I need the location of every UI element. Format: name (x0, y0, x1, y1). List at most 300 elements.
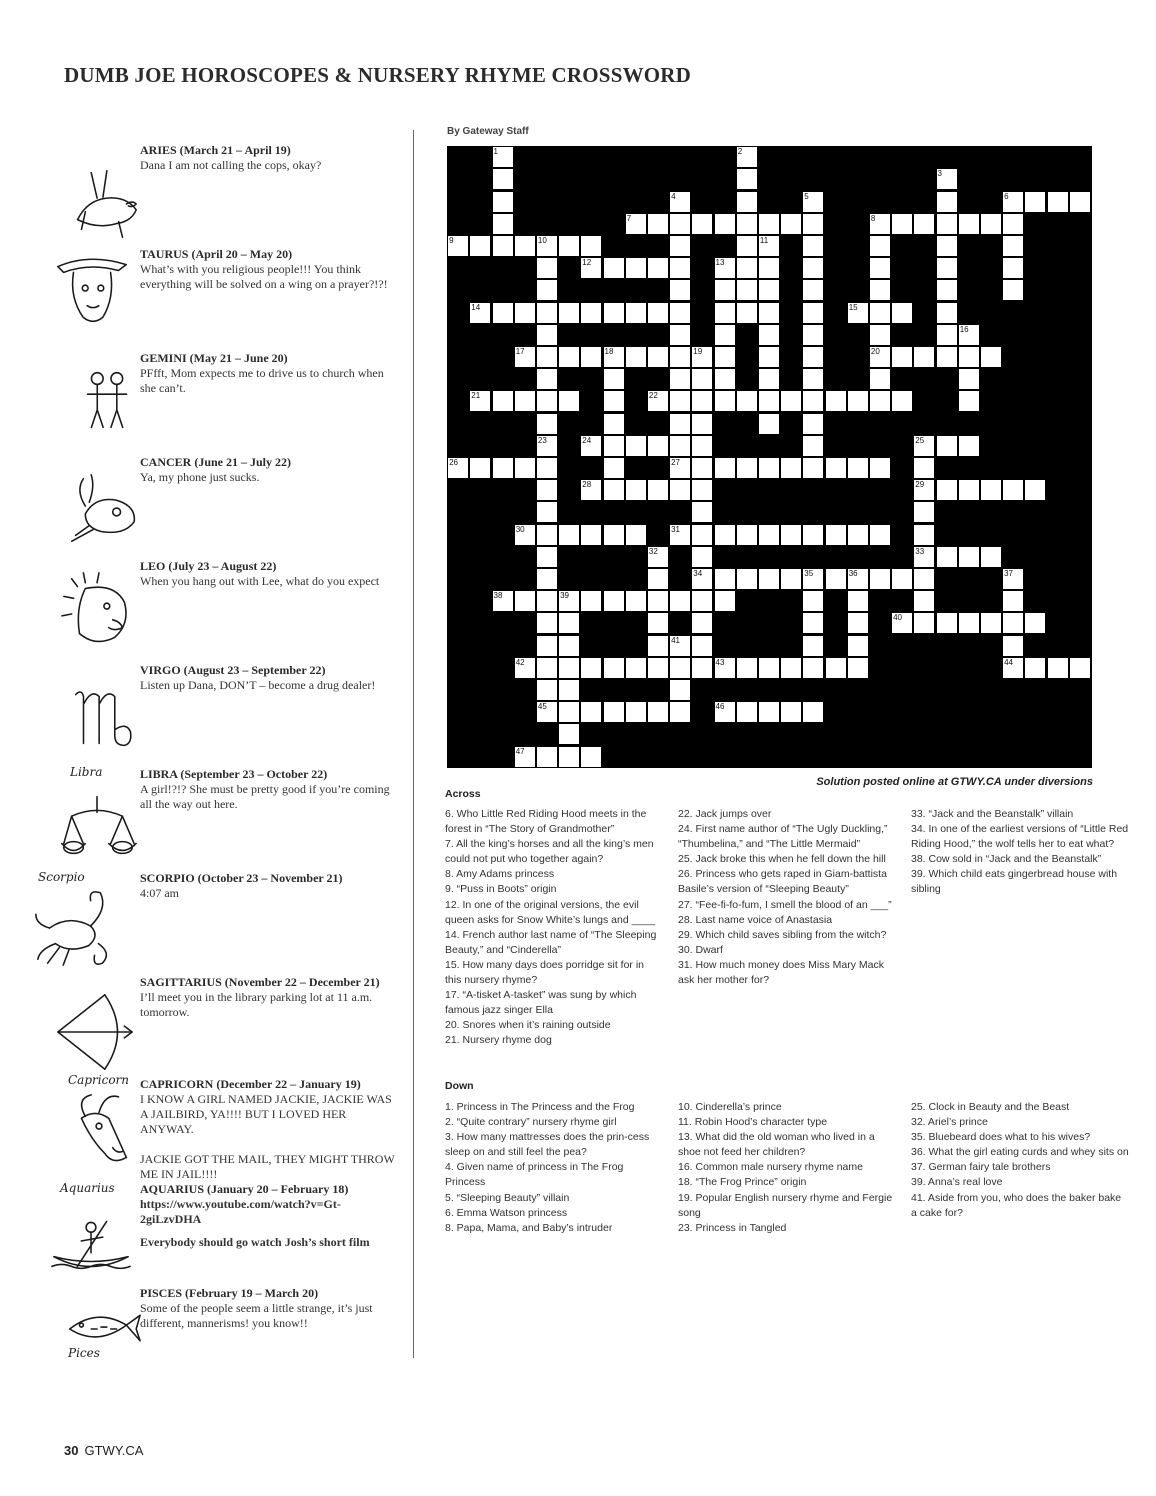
crossword-cell[interactable] (604, 658, 624, 678)
crossword-cell[interactable] (537, 480, 557, 500)
crossword-cell[interactable] (803, 613, 823, 633)
crossword-cell[interactable] (515, 658, 535, 678)
crossword-cell[interactable] (670, 480, 690, 500)
crossword-cell[interactable] (648, 547, 668, 567)
crossword-cell[interactable] (537, 636, 557, 656)
crossword-cell[interactable] (803, 347, 823, 367)
crossword-cell[interactable] (715, 525, 735, 545)
crossword-cell[interactable] (715, 347, 735, 367)
crossword-cell[interactable] (692, 613, 712, 633)
crossword-cell[interactable] (737, 147, 757, 167)
crossword-cell[interactable] (781, 391, 801, 411)
crossword-cell[interactable] (537, 702, 557, 722)
crossword-cell[interactable] (759, 325, 779, 345)
crossword-cell[interactable] (892, 347, 912, 367)
crossword-cell[interactable] (537, 502, 557, 522)
crossword-cell[interactable] (759, 414, 779, 434)
crossword-cell[interactable] (715, 325, 735, 345)
crossword-cell[interactable] (914, 458, 934, 478)
crossword-cell[interactable] (826, 525, 846, 545)
crossword-cell[interactable] (1003, 280, 1023, 300)
crossword-cell[interactable] (870, 525, 890, 545)
crossword-cell[interactable] (937, 480, 957, 500)
crossword-cell[interactable] (870, 458, 890, 478)
crossword-cell[interactable] (626, 303, 646, 323)
crossword-cell[interactable] (537, 258, 557, 278)
crossword-cell[interactable] (604, 303, 624, 323)
crossword-cell[interactable] (848, 303, 868, 323)
crossword-cell[interactable] (537, 658, 557, 678)
crossword-cell[interactable] (648, 436, 668, 456)
crossword-cell[interactable] (670, 636, 690, 656)
crossword-cell[interactable] (692, 369, 712, 389)
crossword-cell[interactable] (493, 147, 513, 167)
crossword-cell[interactable] (670, 658, 690, 678)
crossword-cell[interactable] (892, 391, 912, 411)
crossword-cell[interactable] (937, 280, 957, 300)
crossword-cell[interactable] (737, 214, 757, 234)
crossword-cell[interactable] (759, 236, 779, 256)
crossword-cell[interactable] (803, 591, 823, 611)
crossword-cell[interactable] (803, 280, 823, 300)
crossword-cell[interactable] (515, 525, 535, 545)
crossword-cell[interactable] (848, 458, 868, 478)
crossword-cell[interactable] (626, 258, 646, 278)
crossword-cell[interactable] (826, 458, 846, 478)
crossword-cell[interactable] (515, 236, 535, 256)
crossword-cell[interactable] (737, 169, 757, 189)
crossword-cell[interactable] (737, 258, 757, 278)
crossword-cell[interactable] (537, 458, 557, 478)
crossword-cell[interactable] (692, 214, 712, 234)
crossword-cell[interactable] (581, 591, 601, 611)
crossword-cell[interactable] (937, 347, 957, 367)
crossword-cell[interactable] (803, 369, 823, 389)
crossword-cell[interactable] (604, 436, 624, 456)
crossword-cell[interactable] (737, 192, 757, 212)
crossword-cell[interactable] (626, 525, 646, 545)
crossword-cell[interactable] (670, 458, 690, 478)
crossword-cell[interactable] (626, 347, 646, 367)
crossword-cell[interactable] (803, 258, 823, 278)
crossword-cell[interactable] (715, 658, 735, 678)
crossword-cell[interactable] (559, 747, 579, 767)
crossword-cell[interactable] (715, 369, 735, 389)
crossword-cell[interactable] (937, 214, 957, 234)
crossword-cell[interactable] (892, 303, 912, 323)
crossword-cell[interactable] (537, 591, 557, 611)
crossword-cell[interactable] (715, 280, 735, 300)
crossword-cell[interactable] (759, 280, 779, 300)
crossword-cell[interactable] (914, 591, 934, 611)
crossword-cell[interactable] (692, 458, 712, 478)
crossword-cell[interactable] (670, 414, 690, 434)
crossword-cell[interactable] (803, 702, 823, 722)
crossword-cell[interactable] (803, 569, 823, 589)
crossword-cell[interactable] (737, 658, 757, 678)
crossword-cell[interactable] (981, 547, 1001, 567)
crossword-cell[interactable] (959, 547, 979, 567)
crossword-cell[interactable] (493, 236, 513, 256)
crossword-cell[interactable] (715, 258, 735, 278)
crossword-cell[interactable] (692, 391, 712, 411)
crossword-cell[interactable] (670, 702, 690, 722)
crossword-cell[interactable] (759, 347, 779, 367)
crossword-cell[interactable] (559, 636, 579, 656)
crossword-cell[interactable] (692, 347, 712, 367)
crossword-cell[interactable] (914, 436, 934, 456)
crossword-cell[interactable] (914, 347, 934, 367)
crossword-cell[interactable] (937, 192, 957, 212)
crossword-cell[interactable] (759, 303, 779, 323)
crossword-cell[interactable] (981, 613, 1001, 633)
crossword-cell[interactable] (937, 303, 957, 323)
crossword-cell[interactable] (737, 702, 757, 722)
crossword-cell[interactable] (493, 192, 513, 212)
crossword-cell[interactable] (537, 236, 557, 256)
crossword-cell[interactable] (493, 169, 513, 189)
crossword-cell[interactable] (537, 436, 557, 456)
crossword-cell[interactable] (759, 369, 779, 389)
crossword-cell[interactable] (626, 658, 646, 678)
crossword-cell[interactable] (581, 436, 601, 456)
crossword-cell[interactable] (626, 214, 646, 234)
crossword-cell[interactable] (692, 658, 712, 678)
crossword-cell[interactable] (937, 236, 957, 256)
crossword-cell[interactable] (826, 658, 846, 678)
crossword-cell[interactable] (759, 391, 779, 411)
crossword-cell[interactable] (781, 569, 801, 589)
crossword-cell[interactable] (537, 747, 557, 767)
crossword-cell[interactable] (937, 325, 957, 345)
crossword-cell[interactable] (1003, 613, 1023, 633)
crossword-cell[interactable] (937, 547, 957, 567)
crossword-cell[interactable] (604, 591, 624, 611)
crossword-cell[interactable] (493, 303, 513, 323)
crossword-cell[interactable] (715, 569, 735, 589)
crossword-cell[interactable] (559, 591, 579, 611)
crossword-cell[interactable] (1003, 569, 1023, 589)
crossword-cell[interactable] (648, 591, 668, 611)
crossword-cell[interactable] (781, 658, 801, 678)
crossword-cell[interactable] (892, 613, 912, 633)
crossword-cell[interactable] (515, 303, 535, 323)
crossword-cell[interactable] (626, 480, 646, 500)
crossword-cell[interactable] (803, 236, 823, 256)
crossword-cell[interactable] (1025, 613, 1045, 633)
crossword-cell[interactable] (604, 258, 624, 278)
crossword-cell[interactable] (981, 214, 1001, 234)
crossword-cell[interactable] (803, 192, 823, 212)
crossword-cell[interactable] (537, 547, 557, 567)
crossword-cell[interactable] (493, 591, 513, 611)
crossword-cell[interactable] (559, 391, 579, 411)
crossword-cell[interactable] (848, 391, 868, 411)
crossword-cell[interactable] (914, 569, 934, 589)
crossword-cell[interactable] (581, 236, 601, 256)
crossword-cell[interactable] (692, 591, 712, 611)
crossword-cell[interactable] (692, 502, 712, 522)
crossword-cell[interactable] (692, 414, 712, 434)
crossword-cell[interactable] (648, 303, 668, 323)
crossword-cell[interactable] (959, 391, 979, 411)
crossword-cell[interactable] (737, 569, 757, 589)
crossword-cell[interactable] (493, 458, 513, 478)
crossword-cell[interactable] (737, 525, 757, 545)
crossword-cell[interactable] (670, 214, 690, 234)
crossword-cell[interactable] (715, 303, 735, 323)
crossword-cell[interactable] (559, 658, 579, 678)
crossword-cell[interactable] (826, 391, 846, 411)
crossword-cell[interactable] (604, 458, 624, 478)
crossword-cell[interactable] (803, 458, 823, 478)
crossword-cell[interactable] (937, 258, 957, 278)
crossword-cell[interactable] (670, 258, 690, 278)
crossword-cell[interactable] (759, 658, 779, 678)
crossword-cell[interactable] (604, 480, 624, 500)
crossword-cell[interactable] (759, 702, 779, 722)
crossword-cell[interactable] (1003, 258, 1023, 278)
crossword-cell[interactable] (470, 391, 490, 411)
crossword-cell[interactable] (604, 525, 624, 545)
crossword-cell[interactable] (803, 636, 823, 656)
crossword-cell[interactable] (692, 636, 712, 656)
crossword-cell[interactable] (737, 280, 757, 300)
crossword-cell[interactable] (537, 613, 557, 633)
crossword-cell[interactable] (648, 569, 668, 589)
crossword-cell[interactable] (626, 436, 646, 456)
crossword-cell[interactable] (581, 747, 601, 767)
crossword-cell[interactable] (604, 414, 624, 434)
crossword-cell[interactable] (959, 436, 979, 456)
crossword-cell[interactable] (648, 702, 668, 722)
crossword-cell[interactable] (848, 591, 868, 611)
crossword-cell[interactable] (470, 458, 490, 478)
crossword-cell[interactable] (737, 391, 757, 411)
crossword-cell[interactable] (1048, 192, 1068, 212)
crossword-cell[interactable] (914, 613, 934, 633)
crossword-cell[interactable] (870, 214, 890, 234)
crossword-cell[interactable] (448, 458, 468, 478)
crossword-cell[interactable] (892, 214, 912, 234)
crossword-cell[interactable] (1070, 192, 1090, 212)
crossword-cell[interactable] (848, 658, 868, 678)
crossword-cell[interactable] (515, 347, 535, 367)
crossword-cell[interactable] (581, 480, 601, 500)
crossword-cell[interactable] (448, 236, 468, 256)
crossword-cell[interactable] (781, 214, 801, 234)
crossword-cell[interactable] (870, 369, 890, 389)
crossword-cell[interactable] (692, 525, 712, 545)
crossword-cell[interactable] (537, 569, 557, 589)
crossword-cell[interactable] (648, 480, 668, 500)
crossword-cell[interactable] (581, 258, 601, 278)
crossword-cell[interactable] (581, 702, 601, 722)
crossword-cell[interactable] (559, 347, 579, 367)
crossword-cell[interactable] (515, 591, 535, 611)
crossword-cell[interactable] (892, 569, 912, 589)
crossword-cell[interactable] (959, 325, 979, 345)
horoscope-body[interactable]: https://www.youtube.com/watch?v=Gt-2giLzvDHA (140, 1197, 341, 1226)
crossword-cell[interactable] (559, 724, 579, 744)
crossword-cell[interactable] (959, 347, 979, 367)
crossword-cell[interactable] (848, 636, 868, 656)
crossword-cell[interactable] (1003, 636, 1023, 656)
crossword-cell[interactable] (537, 680, 557, 700)
crossword-cell[interactable] (715, 591, 735, 611)
crossword-cell[interactable] (914, 214, 934, 234)
crossword-cell[interactable] (670, 391, 690, 411)
crossword-cell[interactable] (803, 325, 823, 345)
crossword-cell[interactable] (670, 236, 690, 256)
crossword-cell[interactable] (670, 436, 690, 456)
crossword-cell[interactable] (759, 569, 779, 589)
crossword-cell[interactable] (559, 702, 579, 722)
crossword-cell[interactable] (870, 236, 890, 256)
crossword-cell[interactable] (670, 325, 690, 345)
crossword-cell[interactable] (715, 702, 735, 722)
crossword-cell[interactable] (670, 280, 690, 300)
crossword-cell[interactable] (781, 702, 801, 722)
crossword-cell[interactable] (537, 280, 557, 300)
crossword-cell[interactable] (648, 347, 668, 367)
crossword-cell[interactable] (914, 480, 934, 500)
crossword-cell[interactable] (848, 569, 868, 589)
crossword-cell[interactable] (870, 347, 890, 367)
crossword-cell[interactable] (870, 569, 890, 589)
crossword-cell[interactable] (981, 347, 1001, 367)
crossword-cell[interactable] (626, 591, 646, 611)
crossword-cell[interactable] (648, 391, 668, 411)
crossword-cell[interactable] (959, 214, 979, 234)
crossword-cell[interactable] (493, 391, 513, 411)
crossword-cell[interactable] (870, 280, 890, 300)
crossword-cell[interactable] (670, 680, 690, 700)
crossword-cell[interactable] (1003, 192, 1023, 212)
crossword-cell[interactable] (493, 214, 513, 234)
crossword-cell[interactable] (959, 480, 979, 500)
crossword-cell[interactable] (470, 303, 490, 323)
crossword-cell[interactable] (737, 458, 757, 478)
crossword-cell[interactable] (537, 391, 557, 411)
crossword-cell[interactable] (715, 214, 735, 234)
crossword-cell[interactable] (692, 436, 712, 456)
crossword-cell[interactable] (981, 480, 1001, 500)
crossword-cell[interactable] (670, 303, 690, 323)
crossword-cell[interactable] (648, 658, 668, 678)
crossword-cell[interactable] (626, 702, 646, 722)
crossword-cell[interactable] (515, 747, 535, 767)
crossword-cell[interactable] (848, 525, 868, 545)
crossword-cell[interactable] (1025, 480, 1045, 500)
crossword-cell[interactable] (715, 458, 735, 478)
crossword-cell[interactable] (803, 436, 823, 456)
crossword-cell[interactable] (559, 303, 579, 323)
crossword-cell[interactable] (515, 391, 535, 411)
crossword-cell[interactable] (937, 436, 957, 456)
crossword-cell[interactable] (1003, 236, 1023, 256)
crossword-cell[interactable] (604, 702, 624, 722)
crossword-cell[interactable] (537, 347, 557, 367)
crossword-cell[interactable] (1070, 658, 1090, 678)
crossword-cell[interactable] (648, 258, 668, 278)
crossword-cell[interactable] (959, 613, 979, 633)
crossword-cell[interactable] (737, 303, 757, 323)
crossword-cell[interactable] (648, 214, 668, 234)
crossword-cell[interactable] (581, 658, 601, 678)
crossword-cell[interactable] (803, 391, 823, 411)
crossword-cell[interactable] (781, 458, 801, 478)
crossword-cell[interactable] (914, 502, 934, 522)
crossword-cell[interactable] (759, 525, 779, 545)
crossword-cell[interactable] (604, 347, 624, 367)
crossword-cell[interactable] (914, 547, 934, 567)
crossword-cell[interactable] (715, 391, 735, 411)
crossword-cell[interactable] (781, 525, 801, 545)
crossword-cell[interactable] (1003, 480, 1023, 500)
crossword-cell[interactable] (870, 303, 890, 323)
crossword-cell[interactable] (737, 236, 757, 256)
crossword-cell[interactable] (648, 613, 668, 633)
crossword-cell[interactable] (559, 680, 579, 700)
crossword-cell[interactable] (1003, 658, 1023, 678)
crossword-cell[interactable] (515, 458, 535, 478)
crossword-cell[interactable] (692, 569, 712, 589)
crossword-cell[interactable] (759, 458, 779, 478)
crossword-cell[interactable] (537, 414, 557, 434)
crossword-cell[interactable] (937, 169, 957, 189)
crossword-cell[interactable] (648, 636, 668, 656)
crossword-cell[interactable] (581, 303, 601, 323)
crossword-cell[interactable] (470, 236, 490, 256)
crossword-cell[interactable] (1025, 658, 1045, 678)
crossword-cell[interactable] (803, 658, 823, 678)
crossword-cell[interactable] (870, 258, 890, 278)
crossword-cell[interactable] (959, 369, 979, 389)
crossword-cell[interactable] (759, 258, 779, 278)
crossword-cell[interactable] (559, 525, 579, 545)
crossword-cell[interactable] (581, 347, 601, 367)
crossword-cell[interactable] (537, 325, 557, 345)
crossword-cell[interactable] (559, 236, 579, 256)
crossword-cell[interactable] (559, 613, 579, 633)
crossword-cell[interactable] (537, 369, 557, 389)
crossword-cell[interactable] (870, 391, 890, 411)
crossword-cell[interactable] (759, 214, 779, 234)
crossword-cell[interactable] (670, 347, 690, 367)
crossword-cell[interactable] (803, 525, 823, 545)
crossword-cell[interactable] (604, 391, 624, 411)
crossword-cell[interactable] (848, 613, 868, 633)
crossword-cell[interactable] (670, 525, 690, 545)
crossword-cell[interactable] (581, 525, 601, 545)
crossword-cell[interactable] (937, 613, 957, 633)
crossword-cell[interactable] (1003, 214, 1023, 234)
crossword-cell[interactable] (803, 414, 823, 434)
crossword-cell[interactable] (692, 480, 712, 500)
crossword-cell[interactable] (870, 325, 890, 345)
crossword-cell[interactable] (1048, 658, 1068, 678)
crossword-cell[interactable] (1003, 591, 1023, 611)
crossword-cell[interactable] (1025, 192, 1045, 212)
crossword-cell[interactable] (604, 369, 624, 389)
crossword-cell[interactable] (670, 369, 690, 389)
crossword-cell[interactable] (670, 591, 690, 611)
crossword-cell[interactable] (670, 192, 690, 212)
crossword-cell[interactable] (914, 525, 934, 545)
crossword-cell[interactable] (803, 303, 823, 323)
crossword-cell[interactable] (803, 214, 823, 234)
